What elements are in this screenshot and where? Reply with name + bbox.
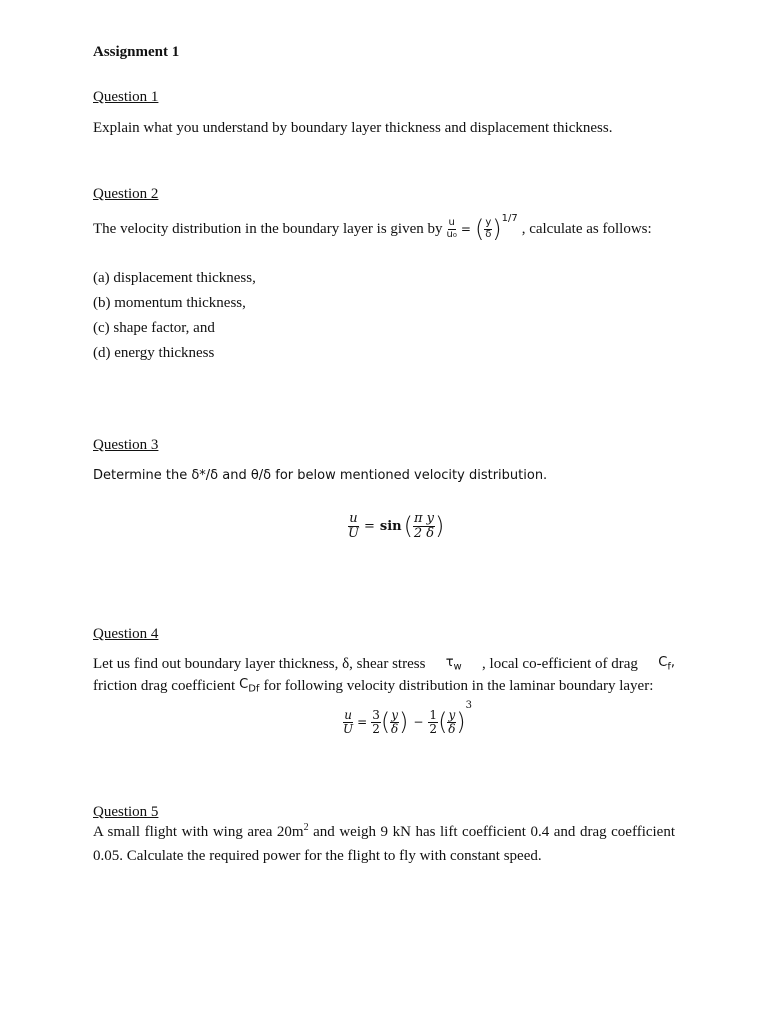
q4-tau-sub: w <box>453 661 462 673</box>
q4-eq-coef1-den: 2 <box>372 721 380 736</box>
q3-eq-arg-num: π y <box>413 511 434 527</box>
q2-item: (a) displacement thickness, <box>93 270 256 286</box>
q4-tau <box>446 655 462 674</box>
q3-eq-equals: = <box>363 518 375 534</box>
q2-text-after: , calculate as follows: <box>521 221 652 238</box>
q4-line-1 <box>93 655 675 674</box>
q3-eq-open-paren: ( <box>403 512 413 540</box>
q4-heading: Question 4 <box>93 626 159 642</box>
q4-equation <box>343 700 472 737</box>
q4-eq-exponent: 3 <box>465 700 472 712</box>
q3-eq-lhs-num: u <box>349 511 358 527</box>
q3-eq-close-paren: ) <box>435 512 445 540</box>
q4-eq-minus: − <box>413 715 424 730</box>
q4-eq-equals: = <box>357 715 368 730</box>
q4-line1-b: , local co-efficient of drag <box>482 656 638 672</box>
q2-text-before: The velocity distribution in the boundary layer is given by <box>93 221 443 238</box>
q4-tau-symbol: τ <box>445 655 454 670</box>
q4-eq-ratio1-num: y <box>391 708 398 723</box>
q4-eq-ratio2-num: y <box>448 708 456 723</box>
q2-heading: Question 2 <box>93 186 159 202</box>
q3-eq-arg-fraction <box>413 512 435 540</box>
q4-line2-a: friction drag coefficient <box>93 678 236 694</box>
q2-eq-close-paren: ) <box>492 215 502 243</box>
q2-eq-lhs-num: u <box>448 217 455 229</box>
q4-eq-ratio-2 <box>447 709 456 735</box>
q4-eq-coef2-den: 2 <box>429 721 438 736</box>
q5-text <box>93 816 675 868</box>
q4-eq-close-paren-1: ) <box>398 708 409 736</box>
q4-eq-coef2-num: 1 <box>429 708 438 723</box>
document-page <box>93 0 675 1024</box>
q4-cf-sub: f <box>667 661 671 673</box>
q2-eq-rhs-fraction <box>484 218 492 240</box>
q5-text-b: and weigh 9 kN has lift coefficient 0.4 and drag coefficient 0.05. Calculate the required power for the flight to fly with constant speed. <box>93 824 676 864</box>
q1-text: Explain what you understand by boundary layer thickness and displacement thickness. <box>93 120 613 136</box>
q4-eq-lhs-fraction <box>343 709 353 735</box>
q2-eq-exponent: 1/7 <box>501 213 518 225</box>
q3-eq-sin: sin <box>379 518 402 534</box>
q2-item: (b) momentum thickness, <box>93 295 246 311</box>
q1-heading: Question 1 <box>93 89 159 105</box>
q4-eq-ratio2-den: δ <box>448 721 456 736</box>
q4-eq-close-paren-2: ) <box>456 708 466 736</box>
q4-eq-coef2 <box>428 709 438 735</box>
q5-sup: 2 <box>303 822 309 833</box>
q4-eq-lhs-num: u <box>344 708 352 723</box>
q4-line-2 <box>93 677 653 696</box>
q4-cdf-sub: Df <box>248 683 260 695</box>
q3-text: Determine the δ*/δ and θ/δ for below mentioned velocity distribution. <box>93 468 548 483</box>
q3-eq-arg-den: 2 δ <box>413 525 435 541</box>
q2-eq-lhs-fraction <box>447 218 457 240</box>
assignment-title: Assignment 1 <box>93 44 180 60</box>
q2-eq-lhs-den: u₀ <box>446 228 457 240</box>
q4-cf <box>658 655 675 674</box>
q5-text-a: A small flight with wing area 20m <box>93 824 304 840</box>
q2-item: (c) shape factor, and <box>93 320 215 336</box>
q3-heading: Question 3 <box>93 437 159 453</box>
q2-eq-open-paren: ( <box>474 215 485 243</box>
q4-cdf <box>239 677 259 696</box>
q2-item: (d) energy thickness <box>93 345 215 361</box>
q3-eq-lhs-fraction <box>348 512 359 540</box>
q2-equation <box>447 215 518 244</box>
q4-eq-ratio-1 <box>390 709 399 735</box>
q5-heading: Question 5 <box>93 804 159 820</box>
q4-line1-a: Let us find out boundary layer thickness, δ, shear stress <box>93 656 426 672</box>
q2-eq-equals: = <box>460 222 471 237</box>
q4-cf-symbol: C <box>658 655 668 670</box>
q2-eq-rhs-den: δ <box>485 228 492 240</box>
q4-eq-coef1 <box>371 709 381 735</box>
q4-eq-open-paren-1: ( <box>380 708 391 736</box>
q2-eq-rhs-num: y <box>485 217 492 229</box>
q4-cdf-symbol: C <box>239 677 249 692</box>
q2-text-line <box>93 215 652 244</box>
q4-eq-lhs-den: U <box>343 721 354 736</box>
q4-line1-c: , <box>670 655 675 670</box>
q4-eq-coef1-num: 3 <box>372 708 380 723</box>
q4-eq-ratio1-den: δ <box>390 721 399 736</box>
q4-eq-open-paren-2: ( <box>438 708 448 736</box>
q4-line2-b: for following velocity distribution in the laminar boundary layer: <box>263 678 654 694</box>
q3-eq-lhs-den: U <box>348 525 359 541</box>
q3-equation <box>348 512 444 541</box>
